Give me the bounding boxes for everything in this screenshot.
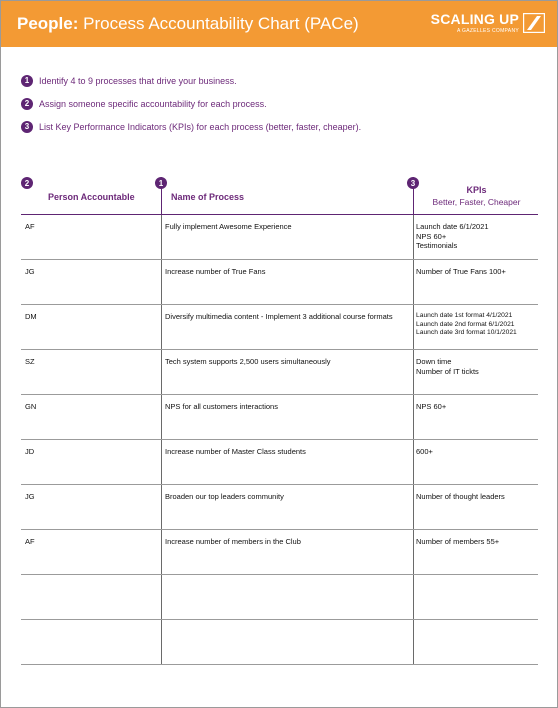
instruction-step — [21, 92, 361, 115]
step-text: List Key Performance Indicators (KPIs) for each process (better, faster, cheaper). — [39, 121, 362, 132]
header-label: Name of Process — [171, 192, 245, 202]
kpi-cell[interactable] — [413, 575, 538, 619]
kpi-cell[interactable]: Down time Number of IT tickts — [413, 350, 538, 394]
kpi-cell[interactable]: Number of True Fans 100+ — [413, 260, 538, 304]
instruction-step — [21, 115, 361, 138]
person-cell[interactable]: SZ — [25, 357, 35, 366]
process-cell[interactable]: Increase number of True Fans — [161, 260, 413, 304]
kpi-cell[interactable] — [413, 620, 538, 664]
instruction-steps — [21, 69, 361, 138]
person-cell[interactable]: GN — [25, 402, 37, 411]
header-person-accountable — [21, 177, 161, 214]
logo-main-text: SCALING UP — [430, 11, 519, 27]
table-row — [21, 215, 538, 260]
logo-sub-text: A GAZELLES COMPANY — [457, 28, 519, 34]
person-cell[interactable]: DM — [25, 312, 37, 321]
person-cell[interactable]: JG — [25, 492, 35, 501]
step-number-badge: 2 — [21, 98, 33, 110]
process-cell[interactable]: Broaden our top leaders community — [161, 485, 413, 529]
table-row — [21, 530, 538, 575]
process-cell[interactable]: Fully implement Awesome Experience — [161, 215, 413, 259]
header-number-badge: 1 — [155, 177, 167, 189]
process-cell[interactable]: Increase number of Master Class students — [161, 440, 413, 484]
header-kpis — [410, 177, 539, 214]
person-cell[interactable] — [21, 620, 161, 664]
header-number-badge: 3 — [407, 177, 419, 189]
scaling-up-slash-logo-icon — [523, 13, 545, 33]
step-number-badge: 3 — [21, 121, 33, 133]
person-cell[interactable]: JD — [25, 447, 35, 456]
header-name-of-process — [158, 177, 414, 214]
person-cell[interactable] — [21, 575, 161, 619]
kpi-cell[interactable]: Launch date 6/1/2021 NPS 60+ Testimonials — [413, 215, 538, 259]
page-header — [1, 1, 557, 47]
kpi-cell[interactable]: NPS 60+ — [413, 395, 538, 439]
pace-table — [21, 177, 538, 665]
header-sublabel: Better, Faster, Cheaper — [432, 197, 521, 207]
process-cell[interactable]: NPS for all customers interactions — [161, 395, 413, 439]
title-rest: Process Accountability Chart (PACe) — [78, 14, 359, 33]
table-row-empty — [21, 575, 538, 620]
person-cell[interactable]: JG — [25, 267, 35, 276]
page-title — [17, 14, 359, 34]
table-row-empty — [21, 620, 538, 665]
instruction-step — [21, 69, 361, 92]
process-cell[interactable]: Tech system supports 2,500 users simultaneously — [161, 350, 413, 394]
table-row — [21, 260, 538, 305]
kpi-cell[interactable]: Number of members 55+ — [413, 530, 538, 574]
table-row — [21, 305, 538, 350]
kpi-cell[interactable]: 600+ — [413, 440, 538, 484]
kpi-cell[interactable]: Number of thought leaders — [413, 485, 538, 529]
title-bold: People: — [17, 14, 79, 33]
header-number-badge: 2 — [21, 177, 33, 189]
table-row — [21, 350, 538, 395]
process-cell[interactable]: Increase number of members in the Club — [161, 530, 413, 574]
step-text: Identify 4 to 9 processes that drive your business. — [39, 75, 237, 86]
step-text: Assign someone specific accountability for each process. — [39, 98, 267, 109]
header-label: Person Accountable — [48, 192, 135, 202]
step-number-badge: 1 — [21, 75, 33, 87]
person-cell[interactable]: AF — [25, 222, 35, 231]
process-cell[interactable]: Diversify multimedia content - Implement 3 additional course formats — [161, 305, 413, 349]
table-header — [21, 177, 538, 215]
table-row — [21, 485, 538, 530]
process-cell[interactable] — [161, 575, 413, 619]
kpi-cell[interactable]: Launch date 1st format 4/1/2021 Launch date 2nd format 6/1/2021 Launch date 3rd format 10/1/2021 — [413, 305, 538, 349]
header-label: KPIs — [466, 185, 487, 195]
logo-text — [431, 12, 519, 34]
process-cell[interactable] — [161, 620, 413, 664]
table-row — [21, 395, 538, 440]
table-row — [21, 440, 538, 485]
person-cell[interactable]: AF — [25, 537, 35, 546]
scaling-up-logo — [431, 12, 545, 38]
